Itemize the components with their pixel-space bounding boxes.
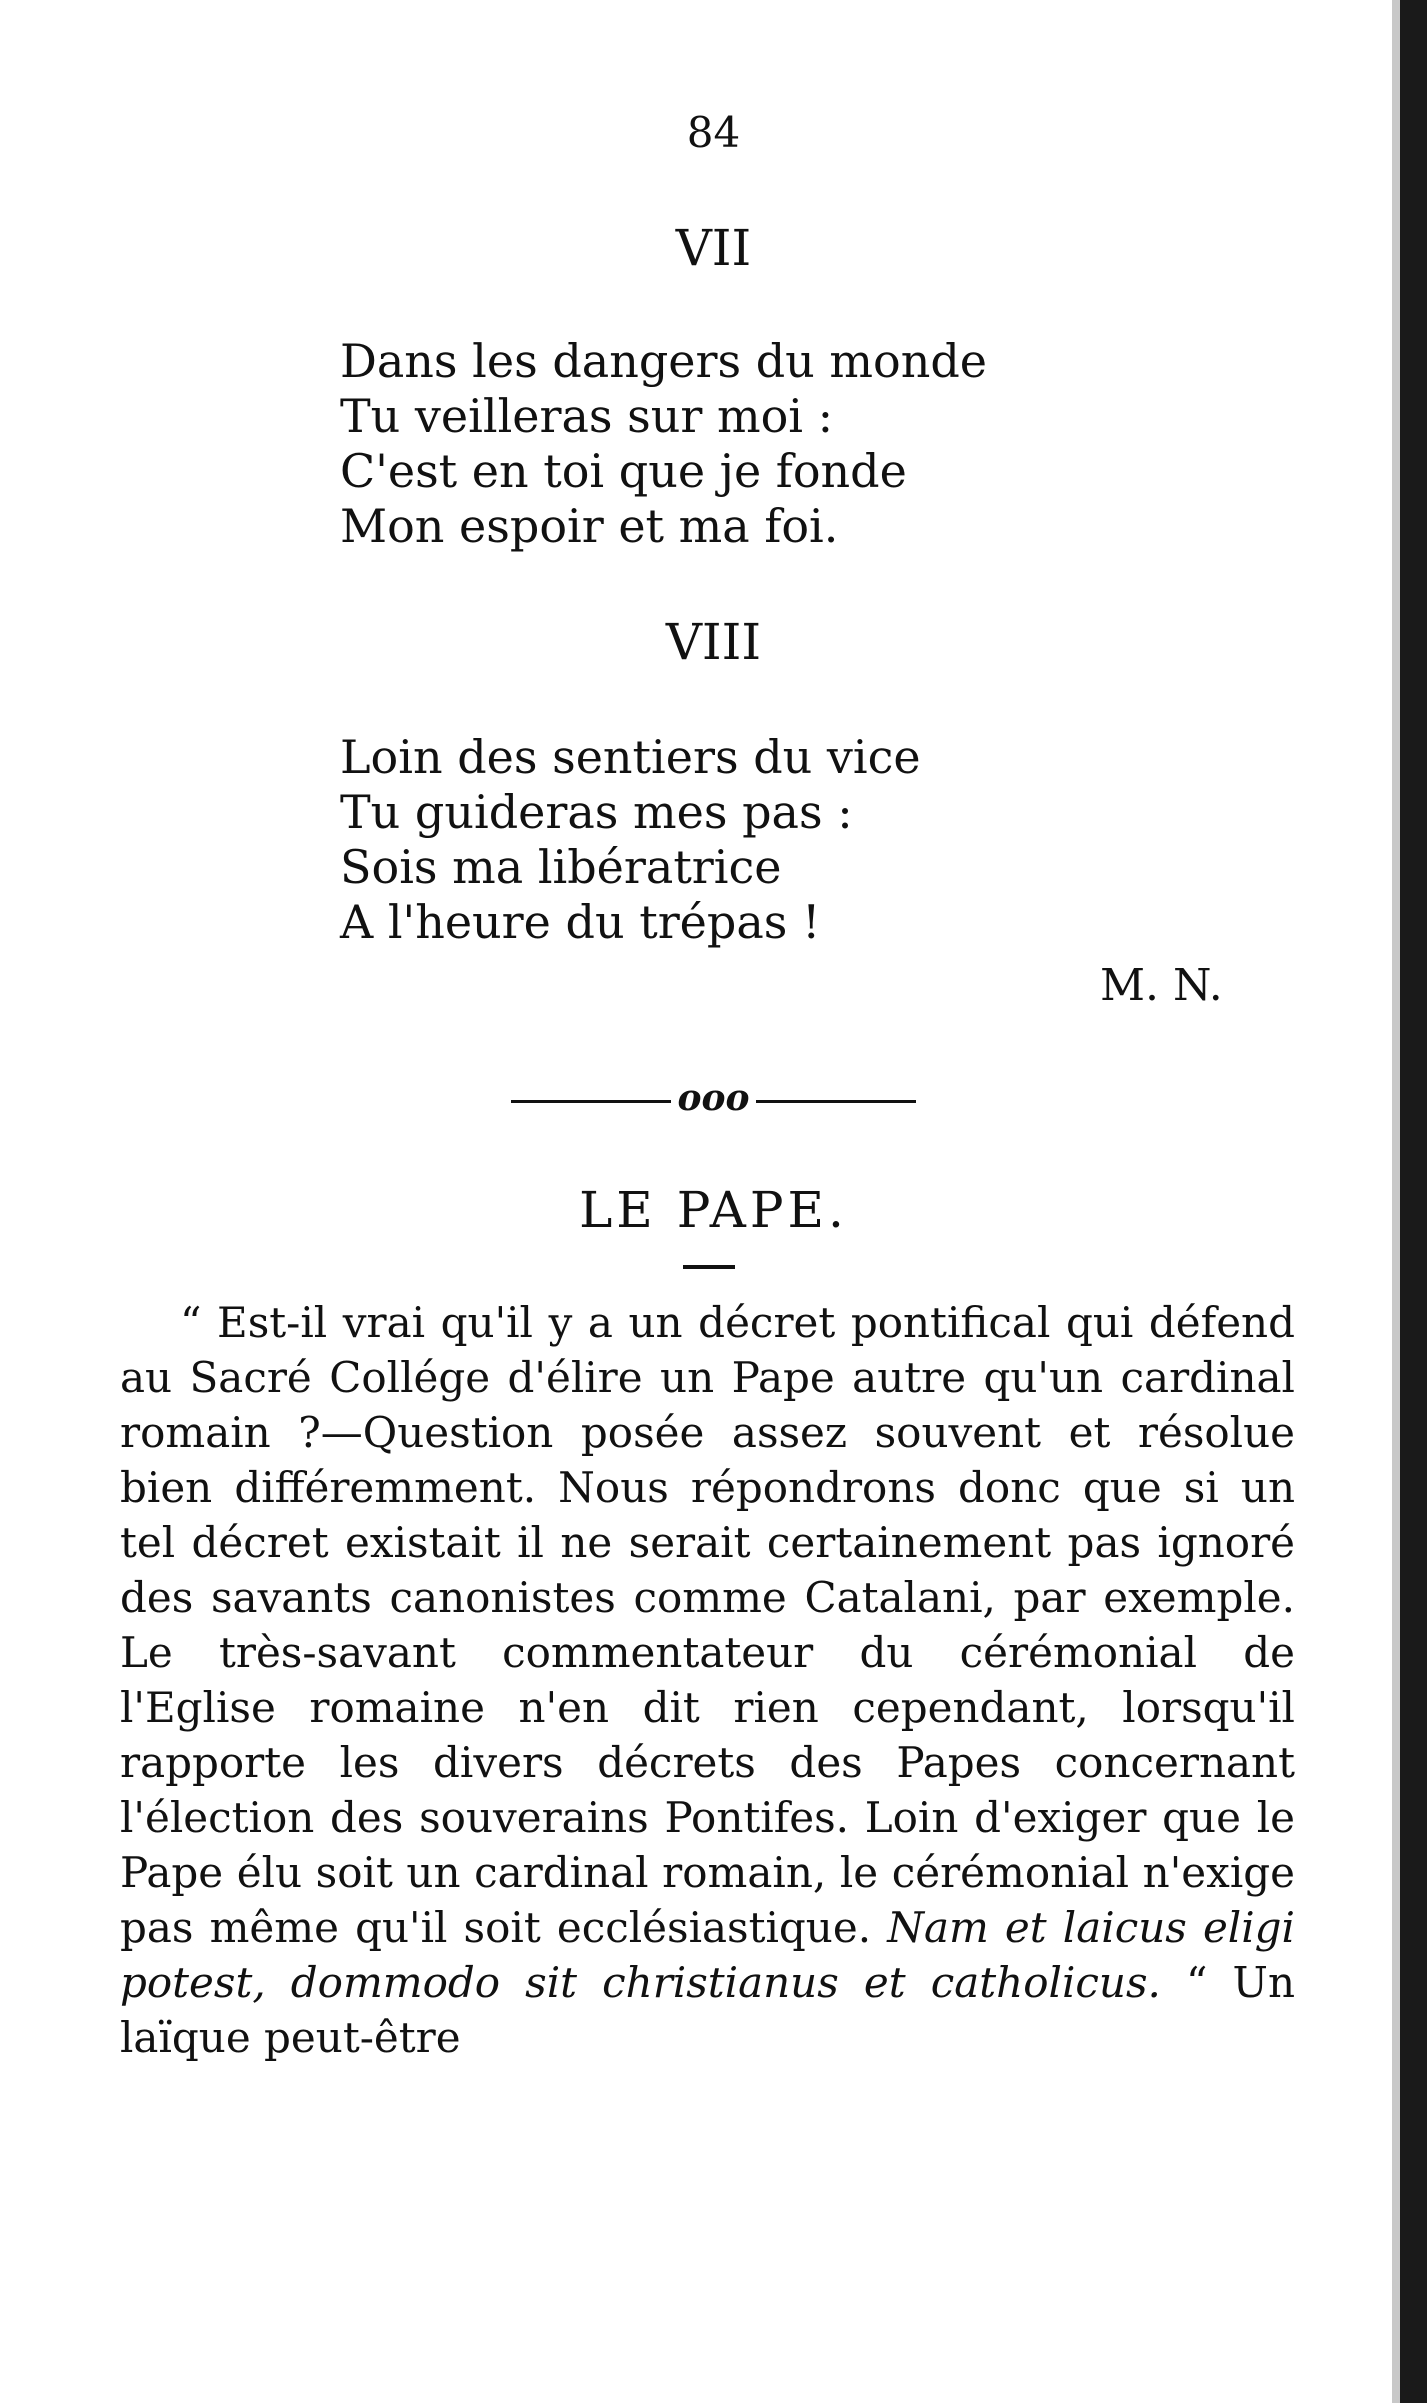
page-number: 84	[686, 108, 741, 157]
verse-line: Loin des sentiers du vice	[340, 730, 921, 784]
verse-line: Dans les dangers du monde	[340, 334, 988, 388]
stanza-vii	[340, 334, 1100, 554]
verse-line: Tu veilleras sur moi :	[340, 389, 834, 443]
article-text-continued: “ Un laïque peut-être	[120, 1958, 1295, 2062]
article-title: LE PAPE.	[579, 1181, 848, 1239]
page-edge-shadow	[1392, 0, 1400, 2403]
latin-quote: Nam et laicus eligi potest, dommodo sit christianus et catholicus.	[120, 1903, 1295, 2007]
verse-line: A l'heure du trépas !	[340, 895, 821, 949]
article-text: “ Est-il vrai qu'il y a un décret pontifical qui défend au Sacré Collége d'élire un Pape autre qu'un cardinal romain ?—Question posée assez souvent et résolue bien différemment. Nous répondrons donc que si un tel décret existait il ne serait certainement pas ignoré des savants canonistes comme Catalani, par exemple. Le très-savant commentateur du cérémonial de l'Eglise romaine n'en dit rien cependant, lorsqu'il rapporte les divers décrets des Papes concernant l'élection des souverains Pontifes. Loin d'exiger que le Pape élu soit un cardinal romain, le cérémonial n'exige pas même qu'il soit ecclésiastique.	[120, 1298, 1295, 1952]
verse-line: Mon espoir et ma foi.	[340, 499, 839, 553]
stanza-viii	[340, 730, 1100, 950]
stanza-numeral-viii: VIII	[665, 613, 762, 671]
verse-line: C'est en toi que je fonde	[340, 444, 907, 498]
section-ornament	[0, 1078, 1427, 1118]
ornament-rule-left	[511, 1100, 671, 1103]
verse-line: Tu guideras mes pas :	[340, 785, 853, 839]
title-rule	[683, 1265, 735, 1269]
article-body	[120, 1295, 1295, 2065]
stanza-numeral-vii: VII	[675, 219, 752, 277]
article-paragraph	[120, 1295, 1295, 2065]
poem-signature: M. N.	[1100, 960, 1223, 1011]
verse-line: Sois ma libératrice	[340, 840, 782, 894]
ornament-text: ooo	[677, 1077, 750, 1119]
ornament-rule-right	[756, 1100, 916, 1103]
page-edge	[1400, 0, 1427, 2403]
